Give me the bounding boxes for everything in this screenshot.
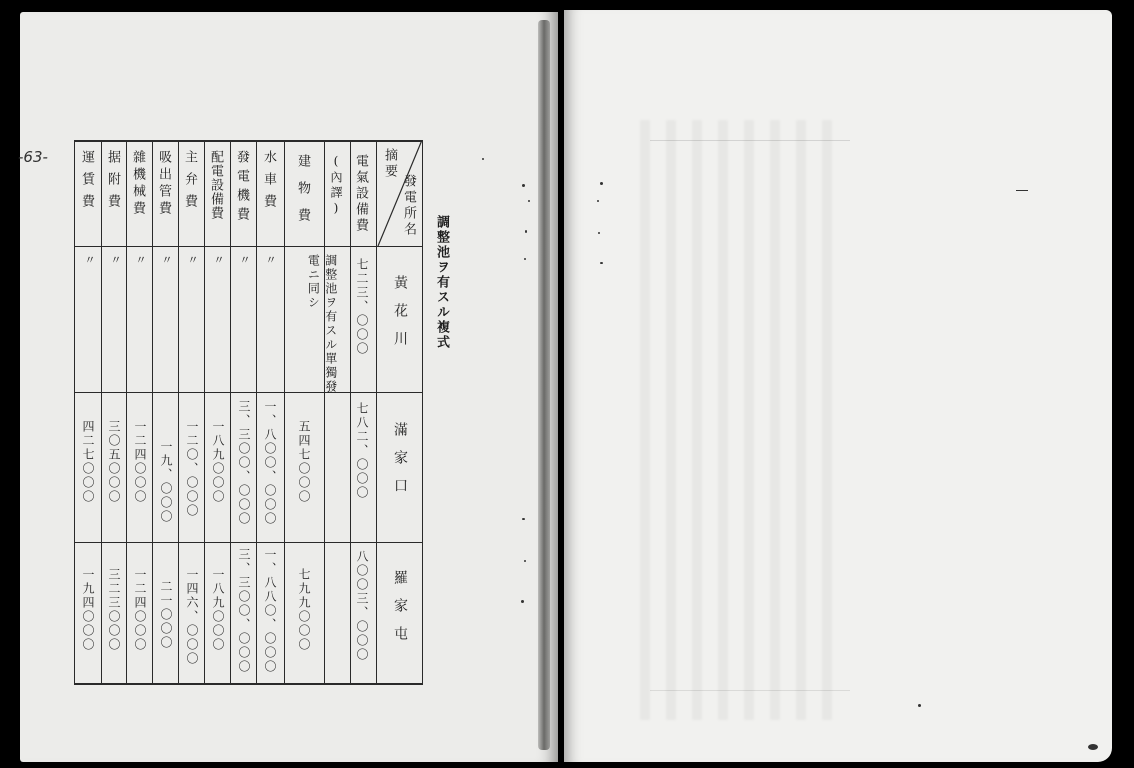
bleed-through-rule bbox=[650, 140, 850, 141]
scan-speck bbox=[597, 200, 599, 202]
plant1-ditto-misc-machinery: 〃 bbox=[134, 254, 147, 268]
scan-speck bbox=[918, 704, 921, 707]
row-label-misc-machinery: 雜機械費 bbox=[130, 150, 145, 218]
header-summary: 摘要 bbox=[382, 148, 397, 180]
page-number: -63- bbox=[18, 148, 48, 166]
book-spine bbox=[538, 20, 550, 750]
plant2-freight: 四二七〇〇〇 bbox=[81, 420, 95, 504]
row-label-installation: 据附費 bbox=[105, 150, 120, 216]
plant2-generator: 三、三〇〇、〇〇〇 bbox=[237, 400, 251, 526]
plant1-ditto-main-valve: 〃 bbox=[186, 254, 199, 268]
scan-speck bbox=[600, 262, 603, 264]
plant-name-2: 滿家口 bbox=[392, 422, 408, 506]
scan-speck bbox=[524, 560, 526, 562]
plant-name-1: 黃花川 bbox=[392, 275, 408, 359]
plant1-total: 七二三、〇〇〇 bbox=[355, 258, 369, 356]
scan-speck bbox=[524, 258, 526, 260]
row-label-generator: 發電機費 bbox=[234, 150, 249, 226]
scan-speck bbox=[521, 600, 524, 603]
plant3-installation: 三二三〇〇〇 bbox=[107, 568, 121, 652]
plant2-turbine: 一、八〇〇、〇〇〇 bbox=[263, 400, 277, 526]
plant1-ditto-draft-tube: 〃 bbox=[160, 254, 173, 268]
row-label-building: 建物費 bbox=[295, 154, 310, 235]
plant1-ditto-freight: 〃 bbox=[83, 254, 96, 268]
plant3-freight: 一九四〇〇〇 bbox=[81, 568, 95, 652]
scan-speck bbox=[525, 230, 527, 233]
plant3-misc-machinery: 一二四〇〇〇 bbox=[133, 568, 147, 652]
plant-name-3: 羅家屯 bbox=[392, 570, 408, 654]
plant2-draft-tube: 一九、〇〇〇 bbox=[159, 440, 173, 524]
row-label-main-valve: 主弁費 bbox=[182, 150, 197, 216]
plant2-main-valve: 一二〇、〇〇〇 bbox=[185, 420, 199, 518]
plant3-main-valve: 一四六、〇〇〇 bbox=[185, 568, 199, 666]
scan-speck bbox=[522, 518, 525, 520]
row-label-electrical: 電氣設備費 bbox=[353, 154, 368, 234]
plant1-note: 調整池ヲ有スル單獨發電ニ同シ bbox=[306, 254, 338, 394]
cost-table bbox=[56, 130, 416, 684]
row-label-turbine: 水車費 bbox=[261, 150, 276, 216]
plant2-installation: 三〇五〇〇〇 bbox=[107, 420, 121, 504]
plant1-ditto-installation: 〃 bbox=[109, 254, 122, 268]
plant2-distribution: 一八九〇〇〇 bbox=[211, 420, 225, 504]
table-title: 調整池ヲ有スル複式 bbox=[434, 215, 449, 350]
scan-speck bbox=[482, 158, 484, 160]
plant3-generator: 三、三〇〇、〇〇〇 bbox=[237, 548, 251, 674]
scan-speck bbox=[528, 200, 530, 202]
plant2-building: 五四七〇〇〇 bbox=[297, 420, 311, 504]
plant1-ditto-generator: 〃 bbox=[238, 254, 251, 268]
row-label-freight: 運賃費 bbox=[79, 150, 94, 216]
row-label-draft-tube: 吸出管費 bbox=[156, 150, 171, 218]
scan-speck bbox=[600, 182, 603, 185]
scan-speck bbox=[522, 184, 525, 187]
plant3-distribution: 一八九〇〇〇 bbox=[211, 568, 225, 652]
plant3-total: 八〇〇三、〇〇〇 bbox=[355, 550, 369, 662]
plant3-draft-tube: 二一〇〇〇 bbox=[159, 580, 173, 650]
bleed-through-rule bbox=[650, 690, 850, 691]
plant2-misc-machinery: 一二四〇〇〇 bbox=[133, 420, 147, 504]
plant2-total: 七八二、〇〇〇 bbox=[355, 402, 369, 500]
plant3-turbine: 一、八八〇、〇〇〇 bbox=[263, 548, 277, 674]
plant1-ditto-turbine: 〃 bbox=[264, 254, 277, 268]
scan-speck bbox=[1016, 190, 1028, 191]
row-label-breakdown: (內譯) bbox=[329, 154, 343, 218]
row-label-distribution: 配電設備費 bbox=[208, 150, 223, 220]
header-plant-name: 發電所名 bbox=[401, 174, 416, 238]
scan-speck bbox=[598, 232, 600, 234]
scan-speck bbox=[1088, 744, 1098, 750]
bleed-through bbox=[640, 120, 840, 720]
plant3-building: 七九九〇〇〇 bbox=[297, 568, 311, 652]
plant1-ditto-distribution: 〃 bbox=[212, 254, 225, 268]
